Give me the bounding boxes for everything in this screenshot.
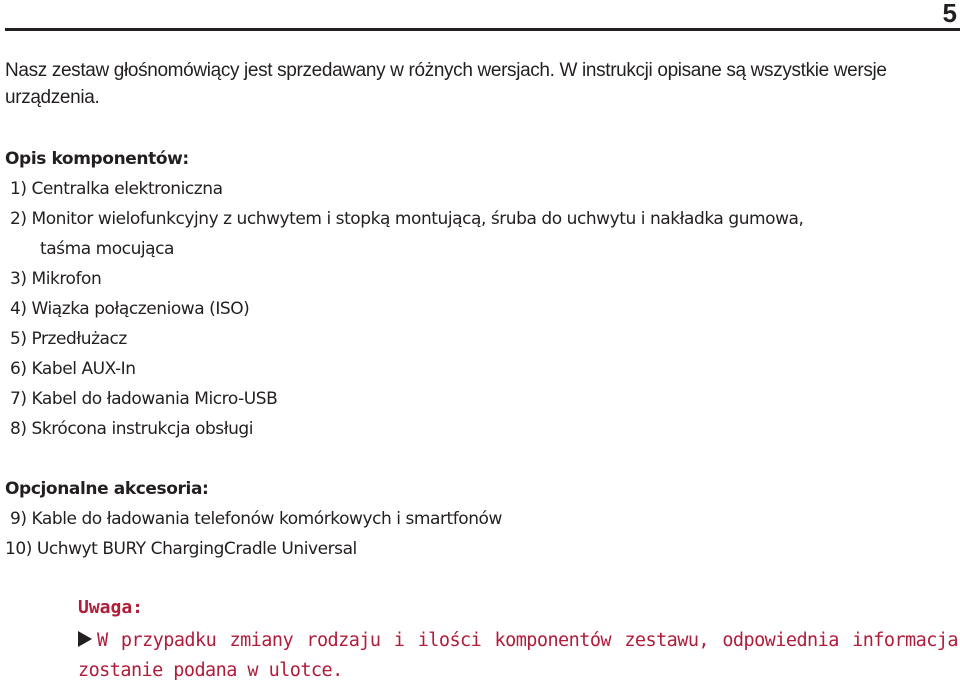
list-item-continuation: taśma mocująca — [40, 239, 175, 259]
list-item: 6) Kabel AUX-In — [10, 359, 136, 379]
components-list — [10, 174, 803, 444]
header-rule — [5, 28, 960, 31]
components-title: Opis komponentów: — [5, 149, 189, 169]
note-text: W przypadku zmiany rodzaju i ilości komponentów zestawu, odpowiednia informacja zostanie podana w ulotce. — [78, 630, 958, 681]
list-item: 9) Kable do ładowania telefonów komórkowych i smartfonów — [10, 509, 502, 529]
list-item: 5) Przedłużacz — [10, 329, 127, 349]
list-item — [10, 234, 803, 264]
list-item: 7) Kabel do ładowania Micro-USB — [10, 389, 278, 409]
note-text-block — [78, 626, 958, 686]
list-item: 1) Centralka elektroniczna — [10, 179, 223, 199]
list-item: 10) Uchwyt BURY ChargingCradle Universal — [5, 539, 357, 559]
page-number: 5 — [942, 0, 957, 28]
accessories-list — [5, 504, 502, 564]
note-title: Uwaga: — [78, 597, 144, 618]
accessories-title: Opcjonalne akcesoria: — [5, 479, 209, 499]
note-box — [78, 596, 958, 686]
list-item: 2) Monitor wielofunkcyjny z uchwytem i stopką montującą, śruba do uchwytu i nakładka gumowa, — [10, 209, 804, 229]
list-item: 3) Mikrofon — [10, 269, 102, 289]
list-item: 8) Skrócona instrukcja obsługi — [10, 419, 254, 439]
arrow-right-icon — [78, 631, 92, 647]
list-item: 4) Wiązka połączeniowa (ISO) — [10, 299, 250, 319]
intro-paragraph: Nasz zestaw głośnomówiący jest sprzedawany w różnych wersjach. W instrukcji opisane są wszystkie wersje urządzenia. — [5, 60, 887, 108]
